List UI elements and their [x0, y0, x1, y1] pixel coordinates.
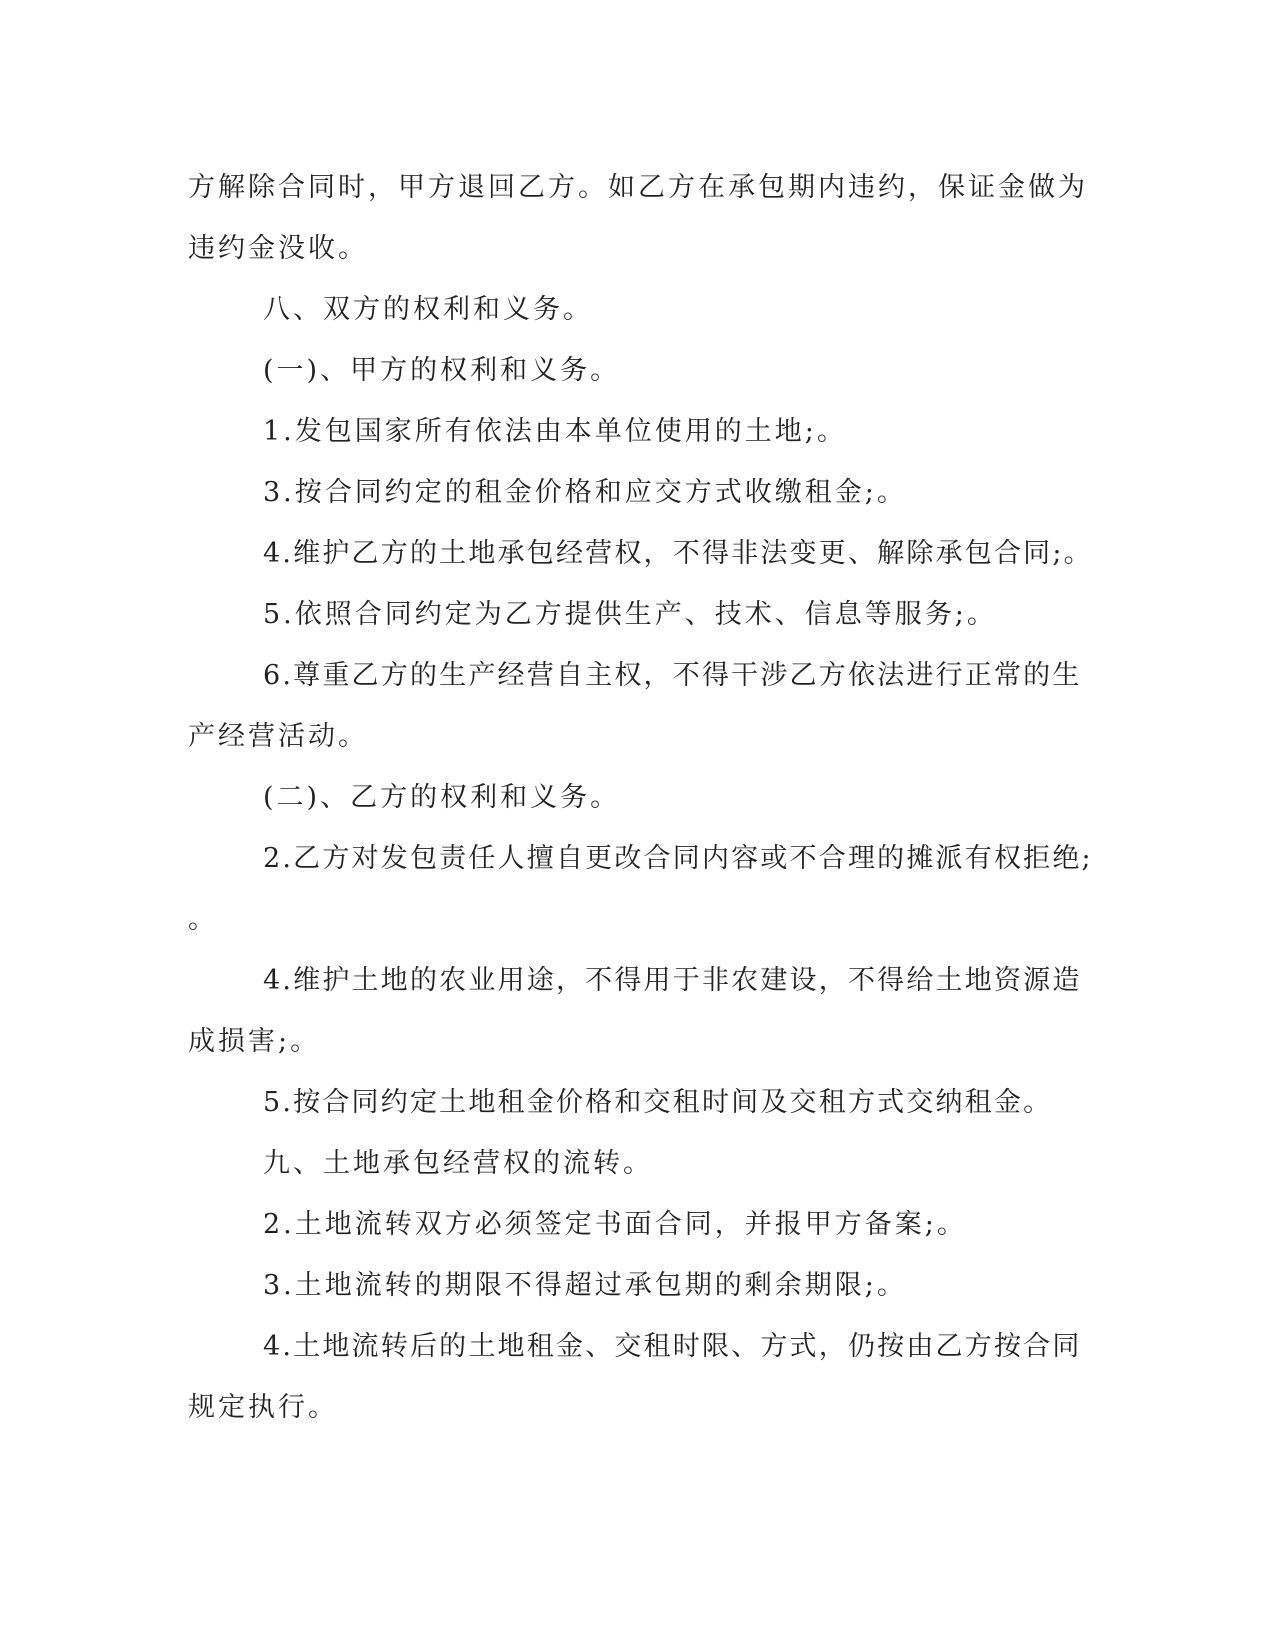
- subsection-heading: (二)、乙方的权利和义务。: [263, 782, 621, 813]
- list-item: 3.土地流转的期限不得超过承包期的剩余期限;。: [263, 1270, 907, 1301]
- paragraph-line: 违约金没收。: [188, 233, 368, 264]
- paragraph-line: 规定执行。: [188, 1392, 338, 1423]
- paragraph-line: 。: [188, 904, 218, 935]
- paragraph-line: 产经营活动。: [188, 721, 368, 752]
- list-item: 4.维护乙方的土地承包经营权，不得非法变更、解除承包合同;。: [263, 538, 1093, 569]
- paragraph-line: 方解除合同时，甲方退回乙方。如乙方在承包期内违约，保证金做为: [188, 172, 1088, 203]
- section-heading: 九、土地承包经营权的流转。: [263, 1148, 653, 1179]
- list-item: 2.土地流转双方必须签定书面合同，并报甲方备案;。: [263, 1209, 967, 1240]
- list-item: 4.土地流转后的土地租金、交租时限、方式，仍按由乙方按合同: [263, 1331, 1082, 1362]
- section-heading: 八、双方的权利和义务。: [263, 294, 593, 325]
- list-item: 6.尊重乙方的生产经营自主权，不得干涉乙方依法进行正常的生: [263, 660, 1082, 691]
- document-body: [188, 157, 1093, 1438]
- subsection-heading: (一)、甲方的权利和义务。: [263, 355, 621, 386]
- list-item: 5.依照合同约定为乙方提供生产、技术、信息等服务;。: [263, 599, 997, 630]
- list-item: 1.发包国家所有依法由本单位使用的土地;。: [263, 416, 847, 447]
- list-item: 3.按合同约定的租金价格和应交方式收缴租金;。: [263, 477, 907, 508]
- list-item: 2.乙方对发包责任人擅自更改合同内容或不合理的摊派有权拒绝;: [263, 843, 1093, 874]
- paragraph-line: 成损害;。: [188, 1026, 321, 1057]
- list-item: 5.按合同约定土地租金价格和交租时间及交租方式交纳租金。: [263, 1087, 1053, 1118]
- list-item: 4.维护土地的农业用途，不得用于非农建设，不得给土地资源造: [263, 965, 1082, 996]
